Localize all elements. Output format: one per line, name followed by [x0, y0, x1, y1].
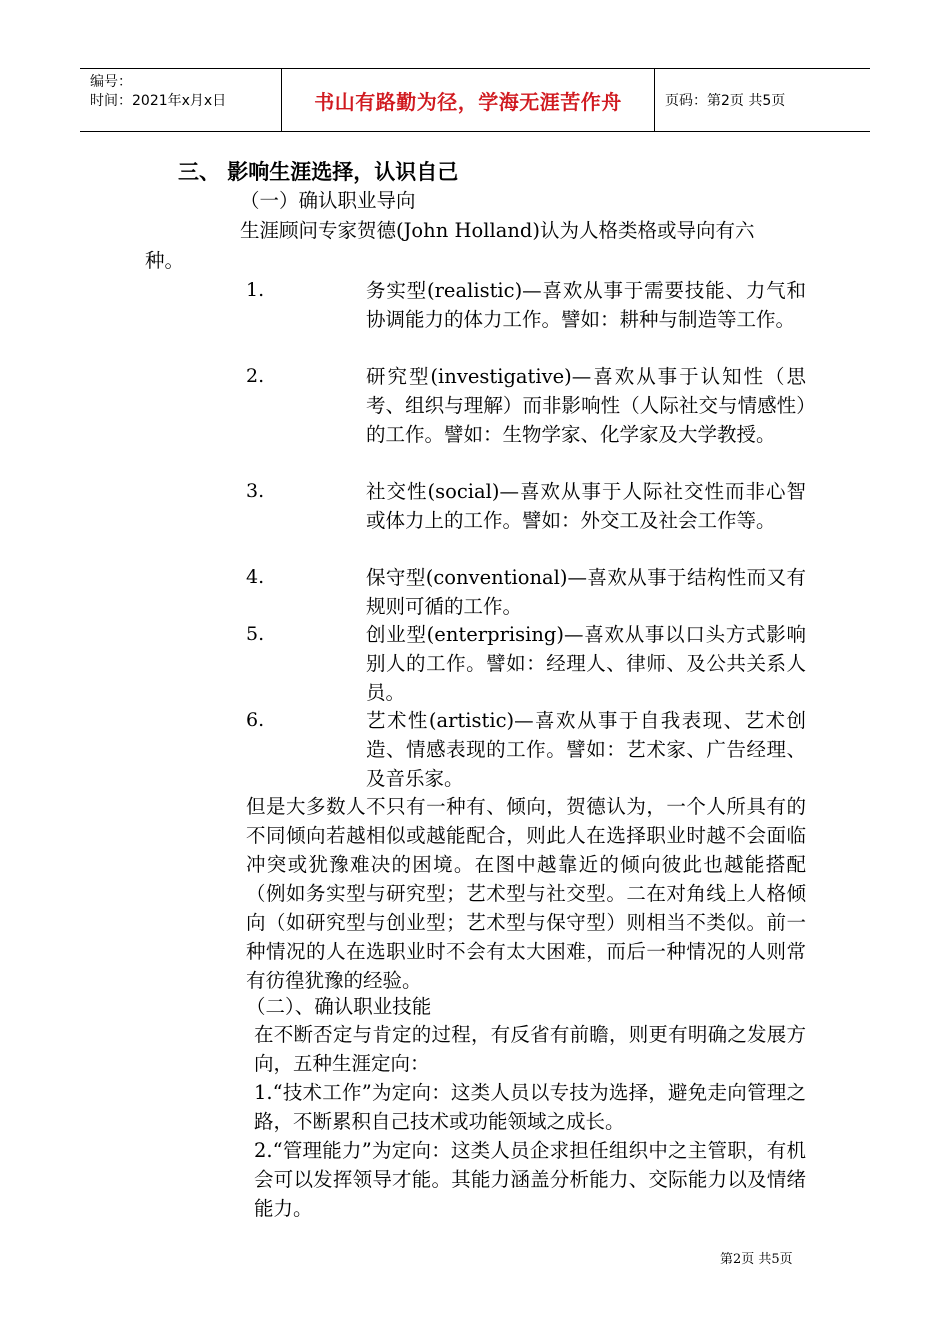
list-item-text: 务实型(realistic)—喜欢从事于需要技能、力气和协调能力的体力工作。譬如：耕种与制造等工作。: [366, 279, 806, 331]
list-item-text: 保守型(conventional)—喜欢从事于结构性而又有规则可循的工作。: [366, 566, 806, 618]
date-label: 时间：2021年x月x日: [90, 93, 227, 109]
subsection-title-2: （二）、确认职业技能: [246, 995, 432, 1018]
list-item-number: 6.: [246, 709, 265, 731]
list-item-number: 1.: [246, 279, 265, 301]
orientation-item: 2.“管理能力”为定向：这类人员企求担任组织中之主管职，有机会可以发挥领导才能。其能力涵盖分析能力、交际能力以及情绪能力。: [254, 1139, 806, 1220]
subsection-title-1: （一）确认职业导向: [240, 189, 416, 212]
body-paragraph: 但是大多数人不只有一种有、倾向，贺德认为，一个人所具有的不同倾向若越相似或越能配合，则此人在选择职业时越不会面临冲突或犹豫难决的困境。在图中越靠近的倾向彼此也越能搭配（例如务实型与研究型；艺术型与社交型。二在对角线上人格倾向（如研究型与创业型；艺术型与保守型）则相当不类似。前一种情况的人在选职业时不会有太大困难，而后一种情况的人则常有彷徨犹豫的经验。: [246, 795, 806, 992]
number-label: 编号：: [90, 74, 132, 90]
header-divider: [654, 69, 655, 131]
list-item-number: 3.: [246, 480, 265, 502]
list-item-number: 4.: [246, 566, 265, 588]
list-item-text: 艺术性(artistic)—喜欢从事于自我表现、艺术创造、情感表现的工作。譬如：艺术家、广告经理、及音乐家。: [366, 709, 806, 790]
list-item-number: 5.: [246, 623, 265, 645]
section-heading: 三、 影响生涯选择，认识自己: [178, 160, 459, 184]
page-footer: 第2页 共5页: [720, 1252, 793, 1267]
header-page-label: 页码：第2页 共5页: [665, 93, 786, 109]
document-header: [80, 68, 870, 132]
subsection-intro: 在不断否定与肯定的过程，有反省有前瞻，则更有明确之发展方向，五种生涯定向：: [254, 1023, 806, 1075]
list-item-text: 创业型(enterprising)—喜欢从事以口头方式影响别人的工作。譬如：经理人、律师、及公共关系人员。: [366, 623, 806, 704]
intro-text: 生涯顾问专家贺德(John Holland)认为人格类格或导向有六: [240, 219, 755, 242]
orientation-item: 1.“技术工作”为定向：这类人员以专技为选择，避免走向管理之路，不断累积自己技术或功能领域之成长。: [254, 1081, 806, 1133]
intro-text-cont: 种。: [145, 249, 185, 272]
list-item-text: 社交性(social)—喜欢从事于人际社交性而非心智或体力上的工作。譬如：外交工及社会工作等。: [366, 480, 806, 532]
header-motto: 书山有路勤为径，学海无涯苦作舟: [314, 90, 622, 114]
list-item-text: 研究型(investigative)—喜欢从事于认知性（思考、组织与理解）而非影响性（人际社交与情感性）的工作。譬如：生物学家、化学家及大学教授。: [366, 365, 806, 446]
list-item-number: 2.: [246, 365, 265, 387]
header-meta: [90, 73, 226, 111]
